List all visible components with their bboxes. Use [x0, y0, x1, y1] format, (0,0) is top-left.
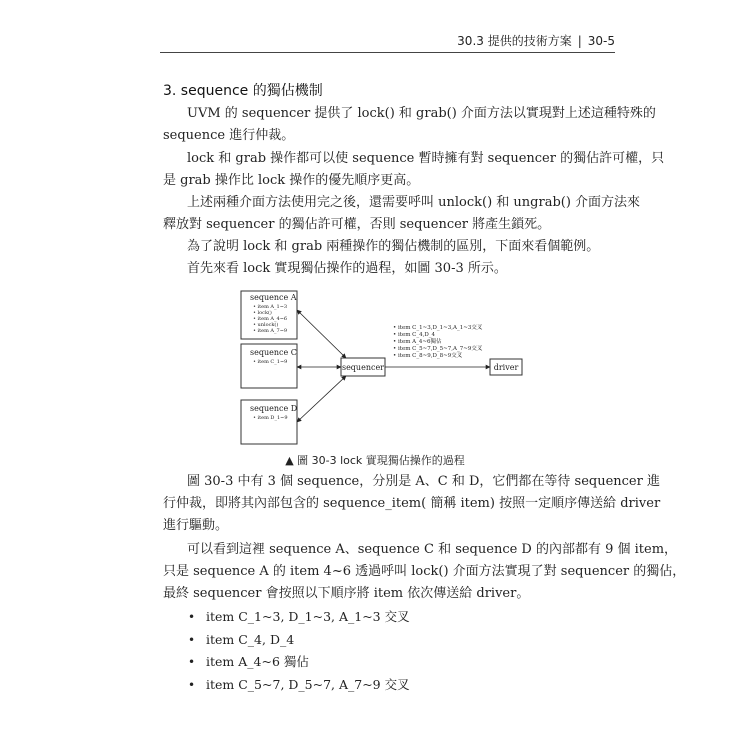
paragraph-line: 最終 sequencer 會按照以下順序將 item 依次傳送給 driver。 — [163, 586, 530, 601]
order-item: • item C_5~7,D_5~7,A_7~9交叉 — [393, 346, 483, 352]
seq-a-item: • item A_7~9 — [253, 328, 288, 334]
sequencer-label: sequencer — [341, 363, 385, 372]
figure-caption: ▲ 圖 30-3 lock 實現獨佔操作的過程 — [285, 454, 465, 467]
bullet-dot: • — [188, 677, 196, 692]
paragraph-line: lock 和 grab 操作都可以使 sequence 暫時擁有對 sequencer 的獨佔許可權，只 — [187, 151, 665, 166]
bullet-dot: • — [188, 655, 196, 669]
list-item-text: item C_4, D_4 — [206, 631, 295, 647]
order-item: • item C_1~3,D_1~3,A_1~3交叉 — [393, 325, 483, 331]
list-item — [188, 606, 410, 629]
figure-30-3 — [240, 288, 525, 448]
seq-a-item: • lock() — [253, 310, 272, 316]
list-item — [188, 674, 410, 697]
paragraph-line: sequence 進行仲裁。 — [163, 128, 295, 143]
list-item-text: item A_4~6 獨佔 — [206, 654, 309, 669]
paragraph-line: 只是 sequence A 的 item 4~6 透過呼叫 lock() 介面方法實現了對 sequencer 的獨佔， — [163, 564, 686, 579]
order-item: • item C_4,D_4 — [393, 332, 436, 338]
paragraph-line: 圖 30-3 中有 3 個 sequence，分別是 A、C 和 D，它們都在等待 sequencer 進 — [187, 474, 660, 489]
order-item: • item C_8~9,D_8~9交叉 — [393, 353, 463, 359]
sequence-a-box — [241, 291, 297, 339]
list-item-text: item C_1~3, D_1~3, A_1~3 交叉 — [206, 609, 410, 624]
paragraph-2 — [163, 148, 665, 192]
page-number: 30-5 — [587, 34, 615, 48]
paragraph-7 — [163, 539, 686, 605]
header-section: 30.3 提供的技術方案 — [457, 34, 572, 48]
bullet-dot: • — [188, 610, 196, 624]
paragraph-line: 首先來看 lock 實現獨佔操作的過程，如圖 30-3 所示。 — [187, 261, 507, 276]
sequence-a-title: sequence A — [250, 293, 297, 302]
driver-label: driver — [493, 363, 519, 372]
bullet-dot: • — [188, 632, 196, 647]
list-item — [188, 651, 410, 674]
seq-d-item: • item D_1~9 — [253, 415, 288, 421]
paragraph-3 — [163, 192, 641, 236]
list-item — [188, 629, 410, 652]
paragraph-line: 上述兩種介面方法使用完之後，還需要呼叫 unlock() 和 ungrab() 介面方法來 — [187, 195, 641, 210]
running-header — [160, 30, 615, 53]
arrow-a-sequencer — [297, 310, 346, 358]
sequencer-box — [341, 358, 385, 376]
paragraph-1 — [163, 103, 656, 147]
sequence-d-title: sequence D — [250, 404, 298, 413]
paragraph-line: 行仲裁，即將其內部包含的 sequence_item( 簡稱 item) 按照一定順序傳送給 driver — [163, 496, 661, 511]
order-list — [393, 323, 483, 359]
paragraph-5 — [163, 258, 613, 280]
sequence-d-box — [241, 400, 297, 444]
paragraph-line: 可以看到這裡 sequence A、sequence C 和 sequence D 的內部都有 9 個 item， — [187, 542, 678, 557]
paragraph-line: 釋放對 sequencer 的獨佔許可權，否則 sequencer 將產生鎖死。 — [163, 217, 551, 232]
order-item: • item A_4~6獨佔 — [393, 339, 442, 345]
paragraph-line: UVM 的 sequencer 提供了 lock() 和 grab() 介面方法以實現對上述這種特殊的 — [187, 106, 656, 121]
header-separator: | — [577, 34, 582, 48]
sequence-c-box — [241, 344, 297, 388]
seq-a-item: • item A_4~6 — [253, 316, 288, 322]
paragraph-line: 為了說明 lock 和 grab 兩種操作的獨佔機制的區別，下面來看個範例。 — [187, 239, 600, 254]
list-item-text: item C_5~7, D_5~7, A_7~9 交叉 — [206, 676, 410, 692]
seq-c-item: • item C_1~9 — [253, 359, 288, 365]
paragraph-line: 是 grab 操作比 lock 操作的優先順序更高。 — [163, 173, 420, 188]
section-title: 3. sequence 的獨佔機制 — [163, 83, 323, 99]
paragraph-line: 進行驅動。 — [163, 518, 229, 533]
bullet-list — [188, 606, 410, 696]
seq-a-item: • unlock() — [253, 322, 279, 328]
paragraph-6 — [163, 471, 661, 537]
header-text — [457, 32, 615, 49]
paragraph-4 — [163, 236, 613, 258]
arrow-d-sequencer — [297, 376, 346, 422]
driver-box — [490, 359, 522, 375]
sequence-c-title: sequence C — [250, 348, 297, 357]
seq-a-item: • item A_1~3 — [253, 304, 288, 310]
